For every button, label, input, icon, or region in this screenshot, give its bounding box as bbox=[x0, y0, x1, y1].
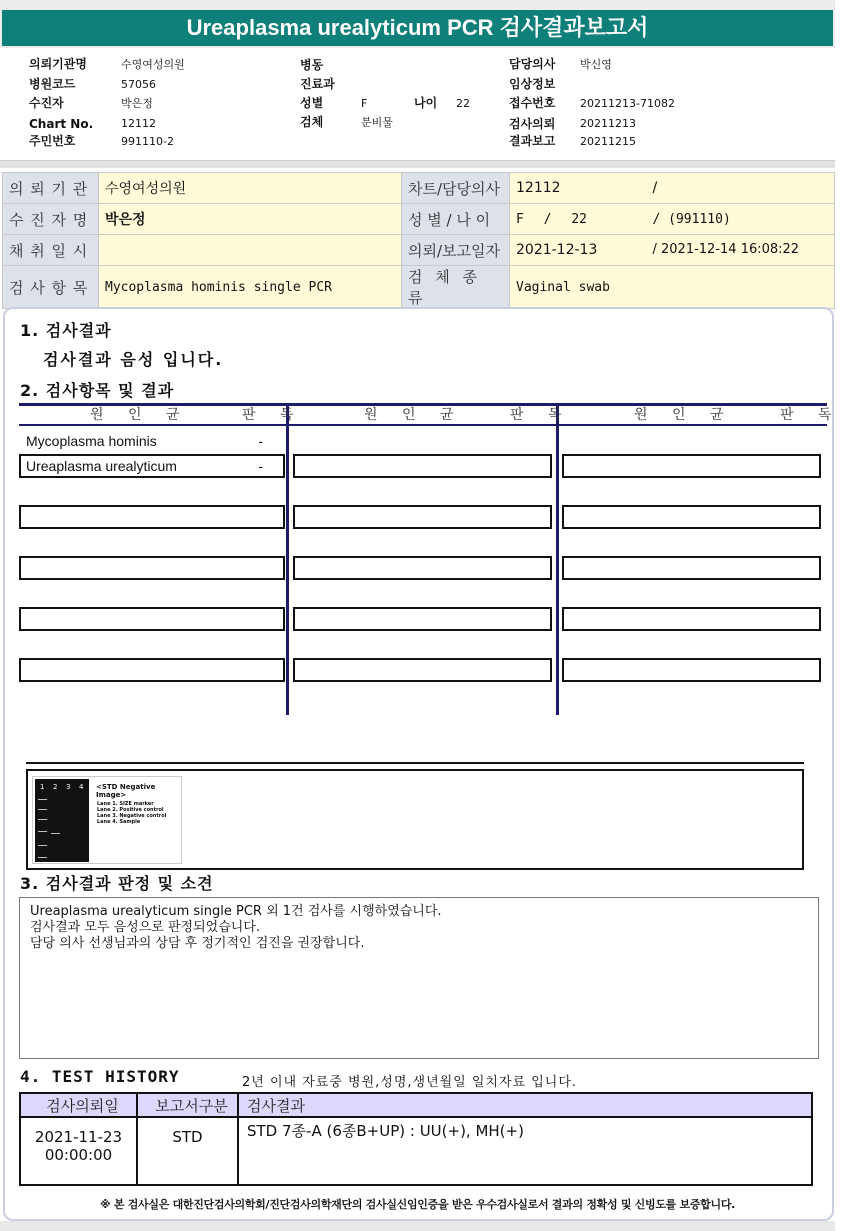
hospital-code-value: 57056 bbox=[121, 78, 156, 91]
lane-number: 4 bbox=[79, 783, 84, 791]
info-specimen-label: 검 체 종 류 bbox=[402, 266, 510, 309]
grid-cell-empty bbox=[293, 454, 552, 478]
section-1-title: 1. 검사결과 bbox=[20, 321, 112, 340]
grid-row bbox=[19, 454, 285, 478]
info-age-value: 22 bbox=[571, 211, 587, 227]
footer-note: ※ 본 검사실은 대한진단검사의학회/진단검사의학재단의 검사실신임인증을 받은 우수검사실로서 결과의 정확성 및 신빙도를 보증합니다. bbox=[99, 1198, 736, 1211]
info-patient-value: 박은정 bbox=[99, 204, 402, 235]
info-dates-label: 의뢰/보고일자 bbox=[402, 235, 510, 266]
gel-image bbox=[32, 776, 182, 864]
grid-divider-1 bbox=[286, 403, 289, 715]
info-chart-cell bbox=[510, 173, 835, 204]
image-top-rule bbox=[26, 762, 804, 764]
pathogen-name: Ureaplasma urealyticum bbox=[26, 458, 177, 474]
pathogen-result: - bbox=[258, 458, 263, 474]
info-sexage-label: 성 별 / 나 이 bbox=[402, 204, 510, 235]
col3-pathogen-head: 원 인 균 bbox=[634, 407, 734, 423]
opinion-line: Ureaplasma urealyticum single PCR 외 1건 검사를 시행하였습니다. bbox=[30, 904, 442, 919]
gel-lane-legend: Lane 2. Positive control bbox=[97, 807, 164, 813]
info-sexage-sep: / bbox=[543, 211, 552, 227]
receipt-label: 접수번호 bbox=[509, 96, 556, 110]
history-result: STD 7종-A (6종B+UP) : UU(+), MH(+) bbox=[238, 1117, 812, 1185]
section-3-title: 3. 검사결과 판정 및 소견 bbox=[20, 874, 214, 893]
col2-pathogen-head: 원 인 균 bbox=[364, 407, 464, 423]
patient-label: 수진자 bbox=[29, 96, 64, 110]
info-inst-value: 수영여성의원 bbox=[99, 173, 402, 204]
info-chart-slash: / bbox=[652, 180, 658, 196]
chart-value: 12112 bbox=[121, 117, 156, 130]
age-label: 나이 bbox=[414, 96, 438, 110]
bottom-strip bbox=[0, 1221, 835, 1231]
patient-info-table bbox=[2, 172, 835, 309]
gel-title: <STD Negative Image> bbox=[96, 783, 156, 799]
grid-cell-empty bbox=[293, 505, 552, 529]
history-head-date: 검사의뢰일 bbox=[20, 1093, 137, 1117]
history-head-result: 검사결과 bbox=[238, 1093, 812, 1117]
sex-label: 성별 bbox=[300, 96, 324, 110]
gel-lane-legend: Lane 1. SIZE marker bbox=[97, 801, 154, 807]
ward-label: 병동 bbox=[300, 58, 324, 72]
institution-label: 의뢰기관명 bbox=[29, 57, 87, 71]
col1-pathogen-head: 원 인 균 bbox=[90, 407, 190, 423]
gel-lane-legend: Lane 4. Sample bbox=[97, 819, 141, 825]
gel-photo bbox=[35, 779, 89, 862]
table-row bbox=[20, 1117, 812, 1185]
doctor-label: 담당의사 bbox=[509, 57, 556, 71]
resident-value: 991110-2 bbox=[121, 135, 174, 148]
info-request-date: 2021-12-13 bbox=[516, 242, 598, 258]
info-specimen-value: Vaginal swab bbox=[510, 266, 835, 309]
col3-judge-head: 판 독 bbox=[780, 407, 842, 423]
dept-label: 진료과 bbox=[300, 77, 335, 91]
opinion-box bbox=[19, 897, 819, 1059]
grid-cell-empty bbox=[562, 556, 821, 580]
lane-number: 1 bbox=[40, 783, 45, 791]
report-title: Ureaplasma urealyticum PCR 검사결과보고서 bbox=[2, 10, 833, 46]
request-label: 검사의뢰 bbox=[509, 117, 556, 131]
history-head-type: 보고서구분 bbox=[137, 1093, 238, 1117]
gel-band bbox=[38, 799, 47, 800]
col1-judge-head: 판 독 bbox=[242, 407, 304, 423]
section-2-title: 2. 검사항목 및 결과 bbox=[20, 381, 175, 400]
info-birth-value: / (991110) bbox=[652, 211, 731, 227]
gel-band bbox=[38, 831, 47, 832]
info-chart-value: 12112 bbox=[516, 180, 561, 196]
grid-cell-empty bbox=[562, 607, 821, 631]
col2-judge-head: 판 독 bbox=[510, 407, 572, 423]
header-separator bbox=[0, 160, 835, 168]
lane-number: 3 bbox=[66, 783, 71, 791]
history-time: 00:00:00 bbox=[44, 1146, 113, 1164]
section-4-title: 4. TEST HISTORY bbox=[20, 1067, 180, 1086]
grid-cell-empty bbox=[19, 658, 285, 682]
grid-divider-2 bbox=[556, 403, 559, 715]
info-sexage-cell bbox=[510, 204, 835, 235]
info-test-value: Mycoplasma hominis single PCR bbox=[99, 266, 402, 309]
patient-value: 박은정 bbox=[121, 97, 153, 110]
gel-band bbox=[51, 833, 60, 834]
specimen-label: 검체 bbox=[300, 115, 324, 129]
section-1-result: 검사결과 음성 입니다. bbox=[43, 350, 224, 369]
gel-band bbox=[38, 845, 47, 846]
specimen-value: 분비물 bbox=[361, 116, 393, 129]
info-dates-cell bbox=[510, 235, 835, 266]
report-label: 결과보고 bbox=[509, 134, 556, 148]
resident-label: 주민번호 bbox=[29, 134, 76, 148]
hospital-code-label: 병원코드 bbox=[29, 77, 76, 91]
grid-cell-empty bbox=[19, 505, 285, 529]
history-date: 2021-11-23 bbox=[34, 1128, 123, 1146]
grid-row bbox=[19, 429, 285, 453]
history-type: STD bbox=[137, 1117, 238, 1185]
grid-cell-empty bbox=[293, 556, 552, 580]
opinion-line: 검사결과 모두 음성으로 판정되었습니다. bbox=[30, 920, 261, 935]
clinical-label: 임상정보 bbox=[509, 77, 556, 91]
info-chart-label: 차트/담당의사 bbox=[402, 173, 510, 204]
info-sex-value: F bbox=[516, 211, 524, 227]
gel-lane-legend: Lane 3. Negative control bbox=[97, 813, 167, 819]
info-patient-label: 수 진 자 명 bbox=[3, 204, 99, 235]
doctor-value: 박신영 bbox=[580, 58, 612, 71]
history-table bbox=[19, 1092, 813, 1186]
history-note: 2년 이내 자료중 병원,성명,생년월일 일치자료 입니다. bbox=[242, 1075, 578, 1090]
grid-header-rule bbox=[19, 424, 827, 426]
request-value: 20211213 bbox=[580, 117, 636, 130]
grid-cell-empty bbox=[19, 556, 285, 580]
lane-number: 2 bbox=[53, 783, 58, 791]
pathogen-name: Mycoplasma hominis bbox=[26, 433, 157, 449]
receipt-value: 20211213-71082 bbox=[580, 97, 675, 110]
grid-cell-empty bbox=[293, 658, 552, 682]
pathogen-result: - bbox=[258, 433, 263, 449]
grid-cell-empty bbox=[19, 607, 285, 631]
gel-band bbox=[38, 809, 47, 810]
grid-cell-empty bbox=[562, 454, 821, 478]
gel-band bbox=[38, 857, 47, 858]
gel-band bbox=[38, 819, 47, 820]
info-test-label: 검 사 항 목 bbox=[3, 266, 99, 309]
report-value: 20211215 bbox=[580, 135, 636, 148]
info-report-date: / 2021-12-14 16:08:22 bbox=[652, 242, 800, 257]
age-value: 22 bbox=[456, 97, 470, 110]
opinion-line: 담당 의사 선생님과의 상담 후 정기적인 검진을 권장합니다. bbox=[30, 936, 365, 951]
info-collect-value bbox=[99, 235, 402, 266]
history-date-cell bbox=[20, 1117, 137, 1185]
institution-value: 수영여성의원 bbox=[121, 58, 185, 71]
info-inst-label: 의 뢰 기 관 bbox=[3, 173, 99, 204]
grid-cell-empty bbox=[562, 658, 821, 682]
chart-label: Chart No. bbox=[29, 117, 94, 131]
sex-value: F bbox=[361, 97, 368, 110]
info-collect-label: 채 취 일 시 bbox=[3, 235, 99, 266]
grid-cell-empty bbox=[293, 607, 552, 631]
grid-cell-empty bbox=[562, 505, 821, 529]
